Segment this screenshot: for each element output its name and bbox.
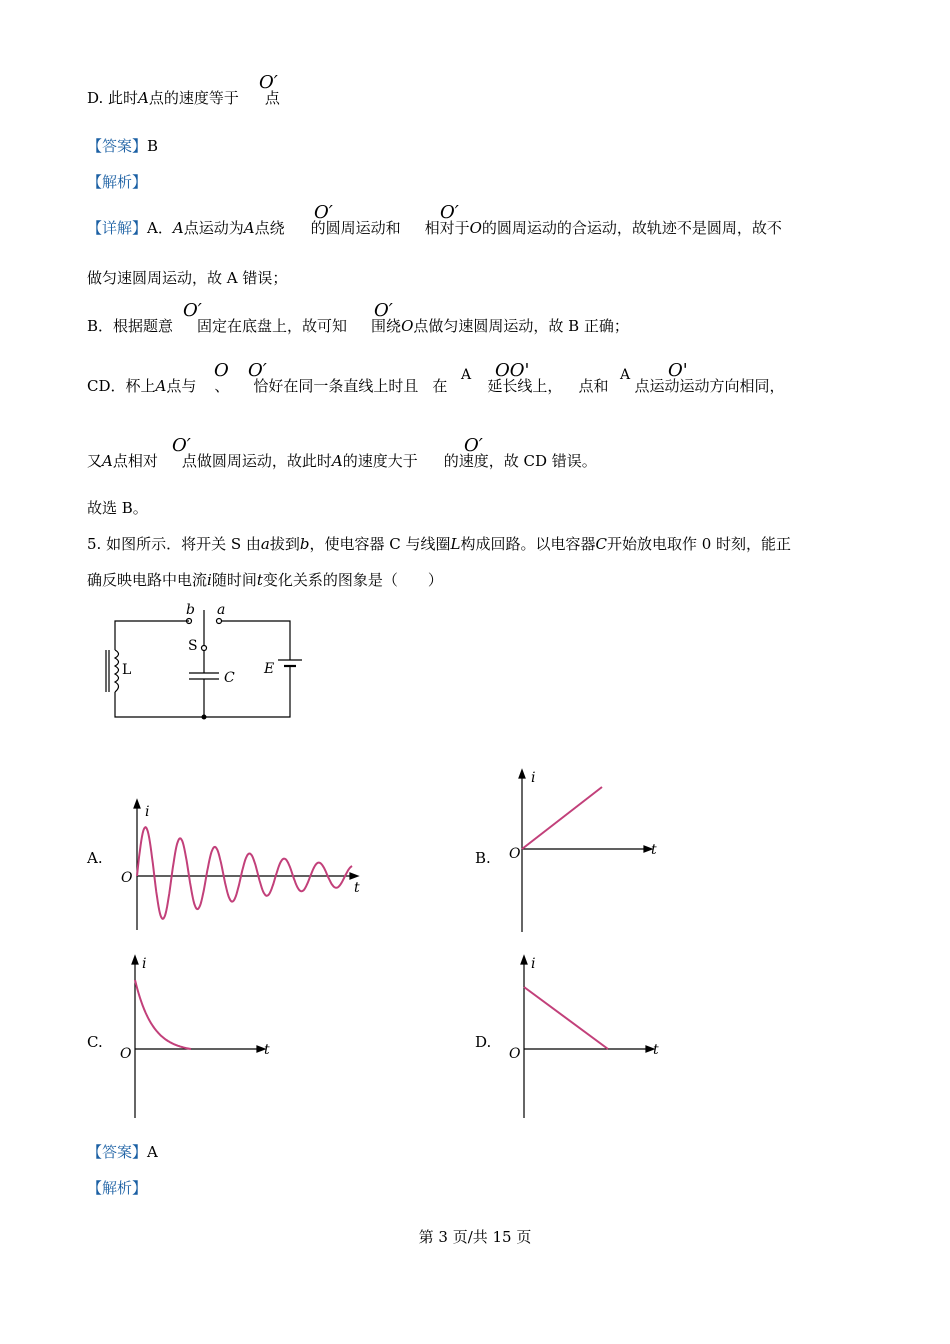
answer-line-2 bbox=[87, 1142, 158, 1162]
text: b bbox=[299, 535, 310, 553]
curve-b bbox=[522, 787, 602, 849]
text: 点与 bbox=[166, 377, 197, 395]
o-prime-symbol: O′ bbox=[183, 300, 202, 321]
text: 的速度，故 CD 错误。 bbox=[443, 452, 597, 470]
text: 的速度大于 bbox=[342, 452, 418, 470]
inductor-coil bbox=[115, 650, 119, 692]
text: L bbox=[450, 535, 461, 553]
answer-line bbox=[87, 136, 158, 156]
o-prime-symbol: O′ bbox=[464, 435, 483, 456]
curve-d bbox=[524, 987, 608, 1049]
detail-line-5 bbox=[87, 451, 597, 471]
small-a-symbol: A bbox=[461, 367, 472, 383]
circuit-diagram bbox=[98, 600, 308, 725]
o-prime-symbol: O′ bbox=[248, 360, 267, 381]
label-l: L bbox=[122, 662, 132, 678]
detail-line-3 bbox=[87, 316, 629, 336]
o-prime-symbol: O' bbox=[668, 360, 688, 381]
origin: O bbox=[509, 1046, 521, 1062]
y-arrow bbox=[132, 956, 138, 964]
detail-line-2: 做匀速圆周运动，故 A 错误； bbox=[87, 269, 288, 287]
text: 的圆周运动的合运动，故轨迹不是圆周，故不 bbox=[481, 219, 782, 237]
text: 点相对 bbox=[112, 452, 158, 470]
text: 拔到 bbox=[269, 535, 300, 553]
x-arrow bbox=[350, 873, 358, 879]
label-b: b bbox=[186, 602, 195, 618]
curve-c bbox=[135, 980, 191, 1049]
option-c-label: C. bbox=[87, 1033, 103, 1051]
text: 的圆周运动和 bbox=[310, 219, 401, 237]
o-prime-symbol: O′ bbox=[440, 202, 459, 223]
axis-t: t bbox=[651, 842, 657, 858]
detail-line-6: 故选 B。 bbox=[87, 499, 148, 517]
text: ，使电容器 C 与线圈 bbox=[309, 535, 451, 553]
option-b-label: B. bbox=[475, 849, 491, 867]
text: 恰好在同一条直线上时且 bbox=[253, 377, 419, 395]
axis-t: t bbox=[264, 1042, 270, 1058]
text: 点做匀速圆周运动，故 B 正确； bbox=[413, 317, 629, 335]
label-c: C bbox=[224, 670, 235, 686]
text: A bbox=[138, 89, 149, 107]
text: C bbox=[595, 535, 607, 553]
answer-tag: 【答案】 bbox=[87, 137, 148, 155]
text: A bbox=[243, 219, 255, 237]
o-prime-symbol: O′ bbox=[172, 435, 191, 456]
text: A bbox=[331, 452, 343, 470]
switch-pivot bbox=[202, 646, 207, 651]
q5-line-2 bbox=[87, 570, 443, 590]
text: 点绕 bbox=[254, 219, 285, 237]
wire bbox=[115, 679, 290, 717]
text: A． bbox=[147, 219, 173, 237]
detail-line-1 bbox=[87, 218, 782, 238]
graph-option-d bbox=[504, 952, 674, 1124]
small-a-symbol: A bbox=[620, 367, 631, 383]
text: A bbox=[102, 452, 113, 470]
option-d-label: D. bbox=[475, 1033, 492, 1051]
text: 确反映电路中电流 bbox=[87, 571, 208, 589]
q5-line-1 bbox=[87, 534, 791, 554]
o-prime-symbol: O′ bbox=[259, 72, 278, 93]
text: 、 bbox=[214, 377, 230, 395]
text: 延长线上， bbox=[487, 377, 563, 395]
text: 点和 bbox=[578, 377, 609, 395]
answer-value: A bbox=[147, 1143, 158, 1161]
text: B．根据题意 bbox=[87, 317, 174, 335]
terminal-a bbox=[217, 619, 222, 624]
y-arrow bbox=[521, 956, 527, 964]
text: 5. 如图所示．将开关 S 由 bbox=[87, 535, 261, 553]
y-arrow bbox=[134, 800, 140, 808]
origin: O bbox=[121, 870, 133, 886]
text: 在 bbox=[432, 377, 448, 395]
wire bbox=[115, 621, 189, 650]
wire bbox=[222, 621, 290, 660]
text: i bbox=[207, 571, 212, 589]
answer-value: B bbox=[147, 137, 159, 155]
axis-i: i bbox=[142, 956, 147, 972]
junction-dot bbox=[202, 715, 207, 720]
prev-option-d bbox=[87, 88, 280, 108]
text: 点 bbox=[264, 89, 280, 107]
text: a bbox=[260, 535, 270, 553]
oo-prime-symbol: OO' bbox=[495, 360, 530, 381]
text: O bbox=[469, 219, 482, 237]
label-e: E bbox=[264, 661, 275, 677]
analysis-tag: 【解析】 bbox=[87, 1179, 148, 1197]
page-footer: 第 3 页/共 15 页 bbox=[418, 1228, 532, 1246]
axis-t: t bbox=[354, 880, 360, 896]
text: 围绕 bbox=[371, 317, 402, 335]
o-prime-symbol: O′ bbox=[374, 300, 393, 321]
text: 随时间 bbox=[211, 571, 257, 589]
text: 点的速度等于 bbox=[148, 89, 239, 107]
axis-i: i bbox=[531, 770, 536, 786]
answer-tag: 【答案】 bbox=[87, 1143, 148, 1161]
text: 相对于 bbox=[424, 219, 470, 237]
o-symbol: O bbox=[214, 360, 229, 381]
analysis-line bbox=[87, 172, 147, 192]
text: A bbox=[172, 219, 184, 237]
text: t bbox=[256, 571, 263, 589]
text: D. 此时 bbox=[87, 89, 139, 107]
label-s: S bbox=[188, 638, 198, 654]
label-a: a bbox=[217, 602, 226, 618]
text: 变化关系的图象是（ ） bbox=[262, 571, 443, 589]
text: 固定在底盘上，故可知 bbox=[197, 317, 348, 335]
analysis-line-2 bbox=[87, 1178, 147, 1198]
text: 点做圆周运动，故此时 bbox=[181, 452, 332, 470]
option-a-label: A. bbox=[87, 849, 103, 867]
axis-i: i bbox=[531, 956, 536, 972]
graph-option-a bbox=[118, 800, 368, 940]
text: 构成回路。以电容器 bbox=[460, 535, 596, 553]
o-prime-symbol: O′ bbox=[314, 202, 333, 223]
origin: O bbox=[509, 846, 521, 862]
text: 点运动运动方向相同， bbox=[634, 377, 785, 395]
text: O bbox=[401, 317, 414, 335]
text: 开始放电取作 0 时刻，能正 bbox=[606, 535, 792, 553]
axis-t: t bbox=[653, 1042, 659, 1058]
graph-option-b bbox=[500, 768, 670, 938]
axis-i: i bbox=[145, 804, 150, 820]
text: A bbox=[155, 377, 167, 395]
detail-tag: 【详解】 bbox=[87, 219, 148, 237]
y-arrow bbox=[519, 770, 525, 778]
text: CD．杯上 bbox=[87, 377, 156, 395]
analysis-tag: 【解析】 bbox=[87, 173, 148, 191]
origin: O bbox=[120, 1046, 132, 1062]
curve-a bbox=[137, 827, 352, 919]
text: 点运动为 bbox=[183, 219, 244, 237]
text: 又 bbox=[87, 452, 103, 470]
graph-option-c bbox=[115, 952, 285, 1124]
